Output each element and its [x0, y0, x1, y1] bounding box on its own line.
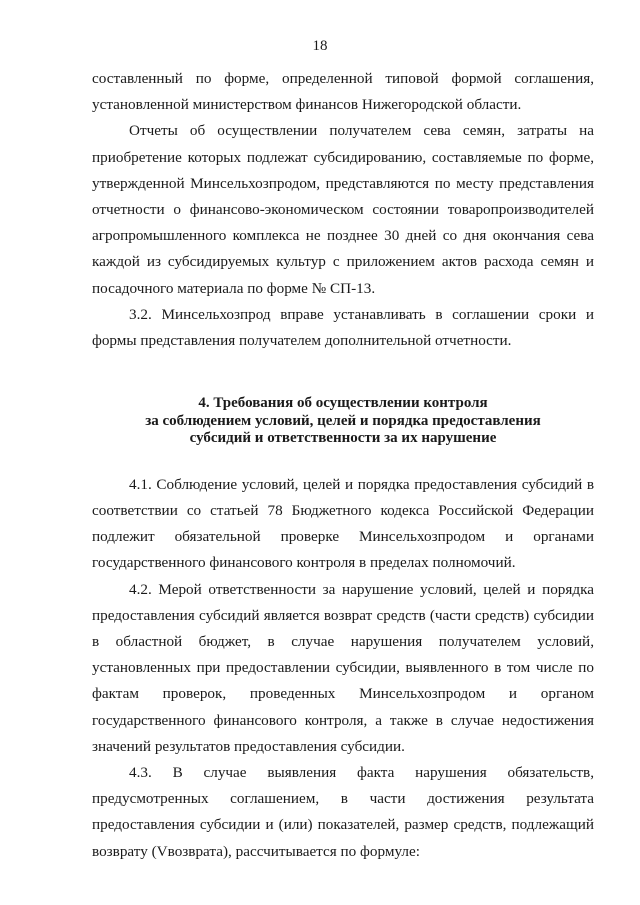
paragraph-sowing-reports: Отчеты об осуществлении получателем сева семян, затраты на приобретение которых подлежат субсидированию, составляемые по форме, утвержденной Минсельхозпродом, представляются по месту представления отчетности о финансово-экономическом состоянии товаропроизводителей агропромышленного комплекса не позднее 30 дней со дня окончания сева каждой из субсидируемых культур с приложением актов расхода семян и посадочного материала по форме № СП-13. — [92, 122, 594, 297]
paragraph-form-agreement: составленный по форме, определенной типовой формой соглашения, установленной министерством финансов Нижегородской области. — [92, 70, 594, 114]
spacer — [92, 448, 594, 472]
section-heading — [92, 395, 594, 448]
paragraph-4-3: 4.3. В случае выявления факта нарушения обязательств, предусмотренных соглашением, в части достижения результата предоставления субсидии и (или) показателей, размер средств, подлежащий возврату (Vвозврата), рассчитывается по формуле: — [92, 763, 594, 860]
section-heading-line-1: 4. Требования об осуществлении контроля — [198, 395, 488, 412]
page-number: 18 — [312, 38, 328, 54]
section-heading-line-3: субсидий и ответственности за их нарушение — [189, 430, 497, 447]
paragraph-3-2: 3.2. Минсельхозпрод вправе устанавливать в соглашении сроки и формы представления получателем дополнительной отчетности. — [92, 305, 594, 350]
document-body — [92, 66, 594, 865]
paragraph-4-1: 4.1. Соблюдение условий, целей и порядка предоставления субсидий в соответствии со статьей 78 Бюджетного кодекса Российской Федерации подлежит обязательной проверке Минсельхозпродом и органами государственного финансового контроля в пределах полномочий. — [92, 475, 594, 572]
spacer — [92, 354, 594, 395]
section-heading-line-2: за соблюдением условий, целей и порядка предоставления — [145, 412, 541, 429]
paragraph-4-2: 4.2. Мерой ответственности за нарушение условий, целей и порядка предоставления субсидий является возврат средств (части средств) субсидии в областной бюджет, в случае нарушения получателем условий, установленных при предоставлении субсидии, выявленного в том числе по фактам проверок, проведенных Минсельхозпродом и органом государственного финансового контроля, а также в случае недостижения значений результатов предоставления субсидии. — [92, 580, 594, 755]
